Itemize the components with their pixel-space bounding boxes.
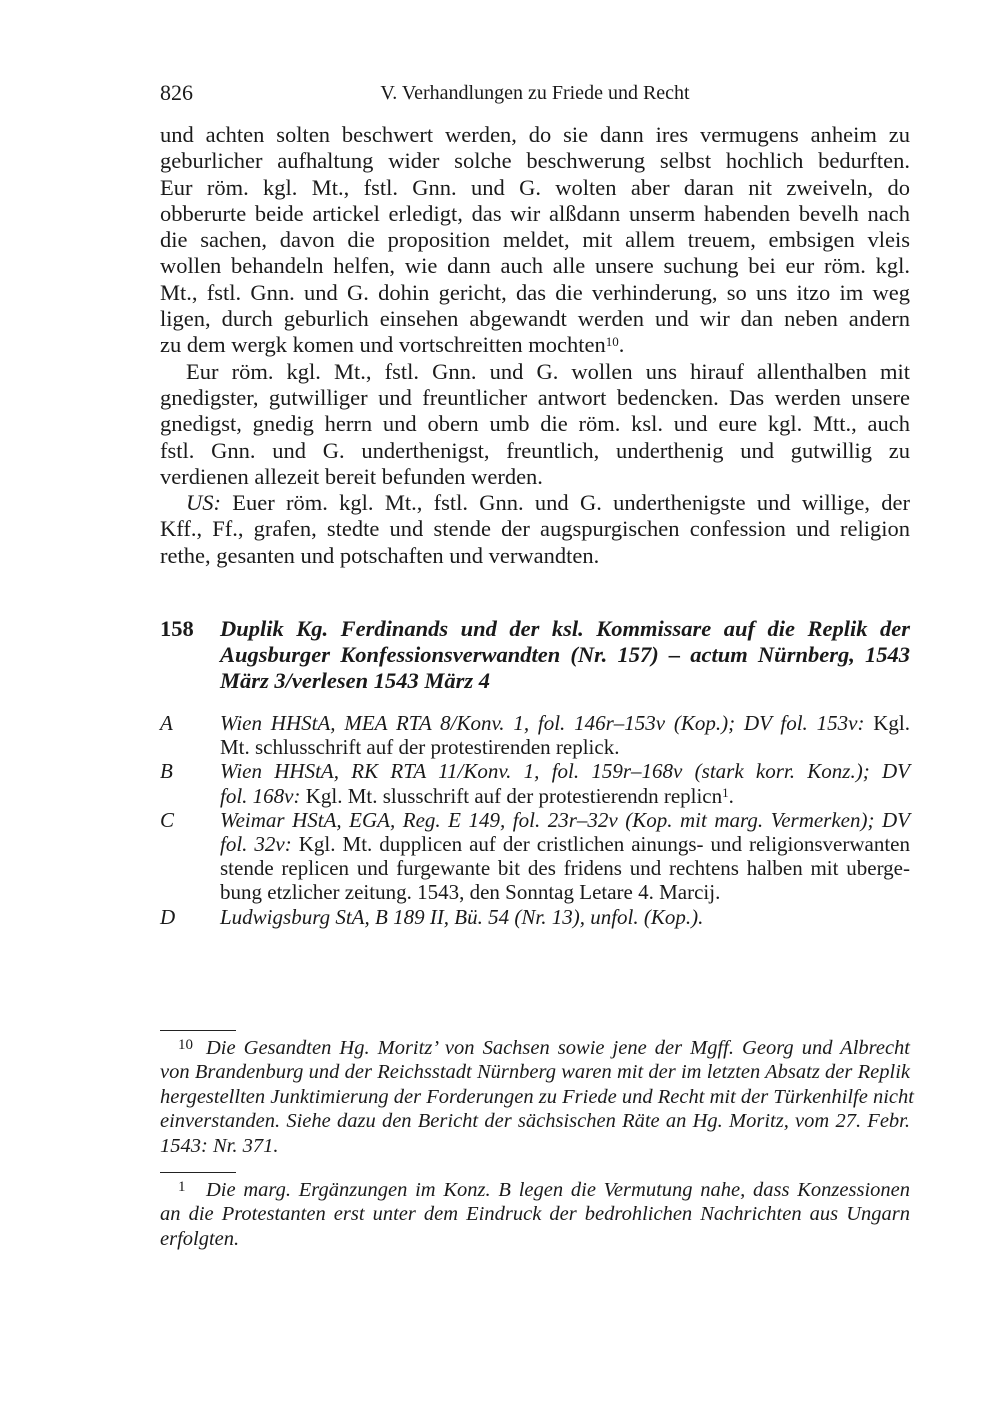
text-span: Die Gesandten Hg. Moritz’ von Sachsen sowie jene der Mgff. Georg und Albrecht <box>206 1037 910 1059</box>
footnote-line <box>160 1178 910 1202</box>
text-span: ligen, durch geburlich einsehen abgewandt werden und wir dan neben andern <box>160 306 910 332</box>
text-line <box>160 227 910 253</box>
text-span: stende replicen und furgewante bit des fridens und rechtens halben mit uberge- <box>220 856 910 881</box>
source-entry <box>160 759 910 807</box>
source-line <box>220 808 910 832</box>
source-siglum: B <box>160 759 173 784</box>
source-line <box>220 905 910 929</box>
source-line <box>220 784 910 808</box>
footnote-ref: 1 <box>722 784 729 800</box>
text-line <box>160 201 910 227</box>
source-text <box>220 711 910 759</box>
text-line <box>160 385 910 411</box>
footnote-number: 1 <box>178 1179 186 1195</box>
text-line <box>160 280 910 306</box>
text-span: erfolgten. <box>160 1227 240 1250</box>
text-line <box>160 359 910 385</box>
text-span: an die Protestanten erst unter dem Eindruck der bedrohlichen Nachrichten aus Ungarn <box>160 1203 910 1226</box>
text-line <box>160 122 910 148</box>
footnote-10 <box>160 1036 914 1158</box>
source-text <box>220 905 910 929</box>
source-siglum: A <box>160 711 173 735</box>
text-span: . <box>728 783 734 808</box>
text-span: Weimar HStA, EGA, Reg. E 149, fol. 23r–32v (Kop. mit marg. Vermerken); DV <box>220 807 910 832</box>
text-line <box>160 306 910 332</box>
text-span: geburlicher aufhaltung wider solche beschwerung selbst hochlich bedurften. <box>160 148 910 174</box>
text-span: fstl. Gnn. und G. underthenigst, freuntlich, underthenig und gutwillig zu <box>160 437 910 463</box>
footnote-line <box>160 1060 910 1084</box>
text-line <box>160 516 910 542</box>
title-line: Duplik Kg. Ferdinands und der ksl. Kommissare auf die Replik der <box>220 616 910 641</box>
text-span: Euer röm. kgl. Mt., fstl. Gnn. und G. underthenigste und willige, der <box>221 490 910 516</box>
text-span: bung etzlicher zeitung. 1543, den Sonntag Letare 4. Marcij. <box>220 880 721 905</box>
running-title: V. Verhandlungen zu Friede und Recht <box>380 82 690 104</box>
text-span: hergestellten Junktimierung der Forderungen zu Friede und Recht mit der Türkenhilfe nicht <box>160 1085 914 1108</box>
text-span: von Brandenburg und der Reichsstadt Nürnberg waren mit der im letzten Absatz der Replik <box>160 1061 910 1084</box>
text-span: obberurte beide artickel erledigt, das wir alßdann unserm habenden bevelh nach <box>160 200 910 226</box>
document-heading <box>160 616 910 694</box>
text-span: gnedigst, gnedig herrn und obern umb die röm. ksl. und eure kgl. Mtt., auch <box>160 411 910 437</box>
text-span: . <box>618 332 625 358</box>
text-span: Ludwigsburg StA, B 189 II, Bü. 54 (Nr. 13), unfol. (Kop.). <box>220 904 704 929</box>
source-line <box>220 856 910 880</box>
source-entry <box>160 711 910 759</box>
source-text <box>220 759 910 807</box>
text-span: Eur röm. kgl. Mt., fstl. Gnn. und G. wollen uns hirauf allenthalben mit <box>186 358 910 384</box>
text-span: Kff., Ff., grafen, stedte und stende der augspurgischen confession und religion <box>160 516 910 542</box>
text-span: Die marg. Ergänzungen im Konz. B legen die Vermutung nahe, dass Konzessionen <box>206 1179 910 1201</box>
footnote-line <box>160 1036 910 1060</box>
text-span: Mt., fstl. Gnn. und G. dohin gericht, das die verhinderung, so uns itzo im weg <box>160 279 910 305</box>
signature-label: US: <box>186 490 221 516</box>
footnote-line <box>160 1134 910 1158</box>
footnote-rule <box>160 1030 236 1031</box>
title-line: März 3/verlesen 1543 März 4 <box>220 668 491 693</box>
text-span: rethe, gesanten und potschaften und verwandten. <box>160 542 600 568</box>
text-line <box>160 411 910 437</box>
text-line <box>160 148 910 174</box>
text-line <box>160 253 910 279</box>
text-span: einverstanden. Siehe dazu den Bericht der sächsischen Räte an Hg. Moritz, vom 27. Febr. <box>160 1110 910 1133</box>
text-span: Wien HHStA, RK RTA 11/Konv. 1, fol. 159r–168v (stark korr. Konz.); DV <box>220 759 910 784</box>
text-span: 1543: Nr. 371. <box>160 1134 279 1157</box>
text-span: gnedigster, gutwilliger und freuntlicher antwort bedencken. Das werden unsere <box>160 384 910 410</box>
text-span: fol. 168v: <box>220 783 301 808</box>
main-text <box>160 122 910 569</box>
source-text <box>220 808 910 905</box>
text-span: Mt. schlusschrift auf der protestirenden replick. <box>220 735 620 760</box>
footnote-line <box>160 1202 910 1226</box>
footnote-line <box>160 1085 914 1109</box>
text-span: verdienen allezeit bereit befunden werden. <box>160 463 543 489</box>
footnote-number: 10 <box>178 1037 193 1053</box>
source-siglum: C <box>160 807 175 832</box>
document-title <box>220 616 910 694</box>
footnote-rule <box>160 1172 236 1173</box>
title-line: Augsburger Konfessionsverwandten (Nr. 157) – actum Nürnberg, 1543 <box>220 642 910 667</box>
source-line <box>220 880 910 904</box>
source-entry <box>160 905 910 929</box>
text-span: und achten solten beschwert werden, do sie dann ires vermugens anheim zu <box>160 122 910 147</box>
text-span: Wien HHStA, MEA RTA 8/Konv. 1, fol. 146r–153v (Kop.); DV fol. 153v: <box>220 711 865 735</box>
source-line <box>220 711 910 735</box>
source-siglum: D <box>160 904 176 929</box>
source-list <box>160 711 910 929</box>
source-entry <box>160 808 910 905</box>
document-number: 158 <box>160 616 194 641</box>
text-span: Kgl. Mt. slusschrift auf der protestierendn replicn <box>300 783 723 808</box>
source-line <box>220 735 910 759</box>
page-number: 826 <box>160 80 193 105</box>
text-line <box>160 175 910 201</box>
text-span: zu dem wergk komen und vortschreitten mochten <box>160 332 606 358</box>
source-line <box>220 759 910 783</box>
text-line <box>160 490 910 516</box>
footnote-line <box>160 1109 910 1133</box>
footnote-line <box>160 1227 910 1251</box>
text-span: Eur röm. kgl. Mt., fstl. Gnn. und G. wolten aber daran nit zweiveln, do <box>160 174 910 200</box>
footnote-ref: 10 <box>605 334 619 350</box>
text-line <box>160 464 910 490</box>
text-line <box>160 332 910 358</box>
text-span: wollen behandeln helfen, wie dann auch alle unsere suchung bei eur röm. kgl. <box>160 253 910 279</box>
footnote-1 <box>160 1178 910 1251</box>
text-span: Kgl. Mt. dupplicen auf der cristlichen ainungs- und religionsverwanten <box>291 832 910 857</box>
text-span: die sachen, davon die proposition meldet, mit allem treuem, embsigen vleis <box>160 227 910 253</box>
text-line <box>160 543 910 569</box>
text-span: fol. 32v: <box>220 832 292 857</box>
source-line <box>220 832 910 856</box>
text-span: Kgl. <box>864 711 910 735</box>
text-line <box>160 438 910 464</box>
